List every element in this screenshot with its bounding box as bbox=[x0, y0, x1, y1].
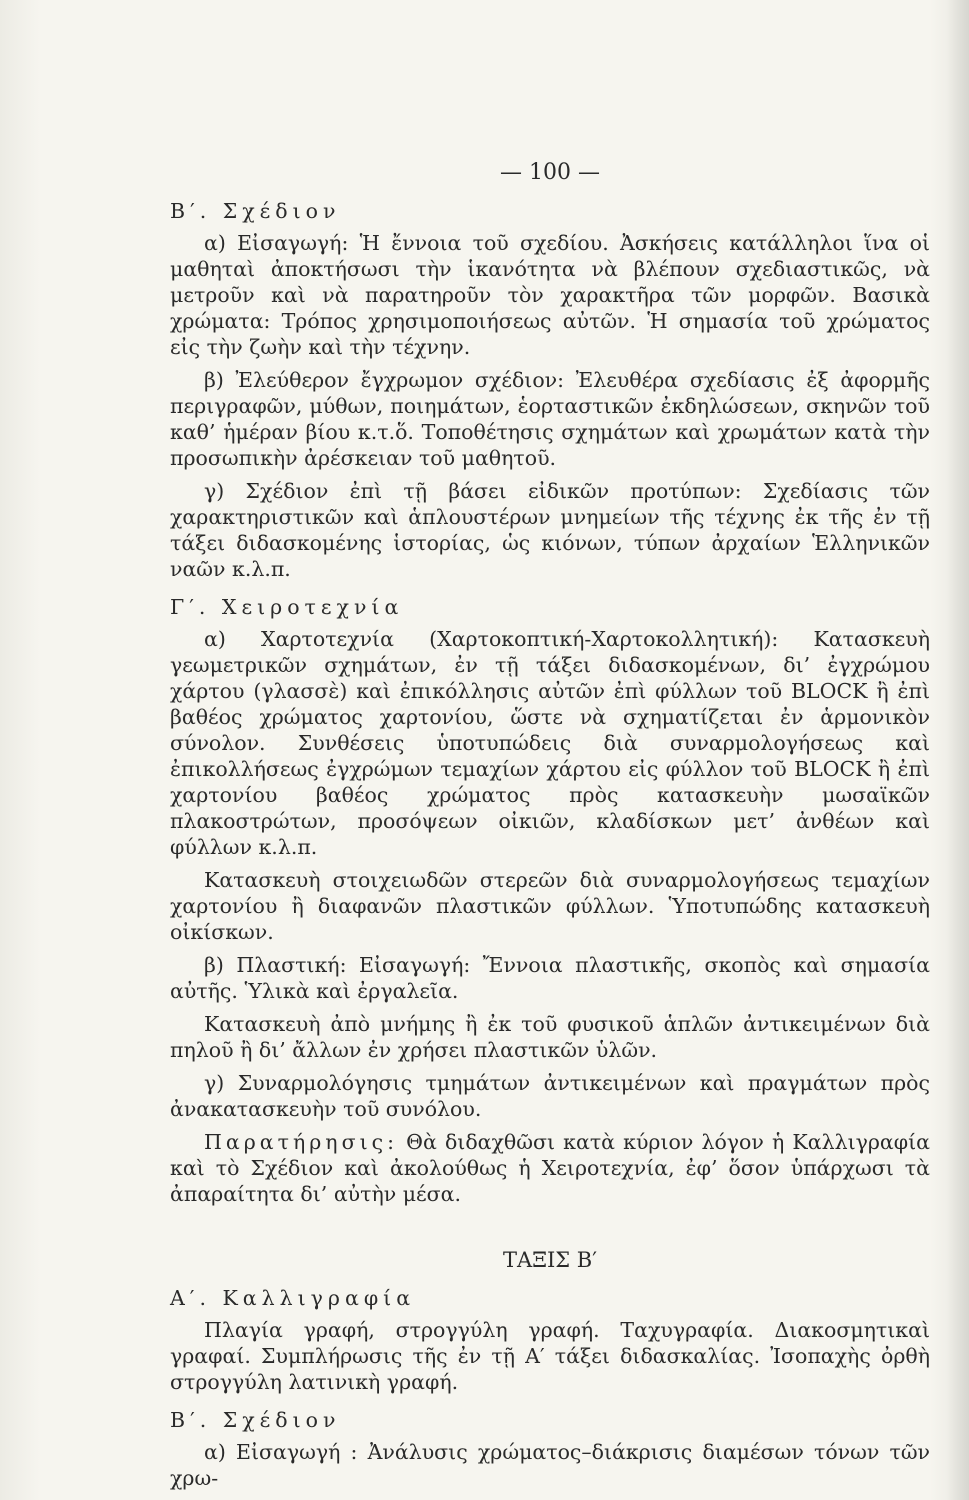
class-title: ΤΑΞΙΣ Β′ bbox=[503, 1248, 597, 1272]
paragraph-sxedion-b-a: α) Εἰσαγωγή : Ἀνάλυσις χρώματος–διάκρισις διαμέσων τόνων τῶν χρω- bbox=[170, 1440, 930, 1490]
paragraph-xeirotexnia-a: α) Χαρτοτεχνία (Χαρτοκοπτική-Χαρτοκολλητική): Κατασκευὴ γεωμετρικῶν σχημάτων, ἐν τῇ τάξει διδασκομένων, δι’ ἐγχρώμου χάρτου (γλασσὲ) καὶ ἐπικόλλησις αὐτῶν ἐπὶ φύλλων τοῦ BLOCK ἢ ἐπὶ βαθέος χρώματος χαρτονίου, ὥστε νὰ σχηματίζεται ἐν ἁρμονικὸν σύνολον. Συνθέσεις ὑποτυπώδεις διὰ συναρμολογήσεως καὶ ἐπικολλήσεως ἐγχρώμων τεμαχίων χάρτου εἰς φύλλον τοῦ BLOCK ἢ ἐπὶ χαρτονίου βαθέος χρώματος πρὸς κατασκευὴν μωσαϊκῶν πλακοστρώτων, προσόψεων οἰκιῶν, κλαδίσκων μετ’ ἀνθέων καὶ φύλλων κ.λ.π. bbox=[170, 627, 930, 859]
paragraph-sxedion-b: β) Ἐλεύθερον ἔγχρωμον σχέδιον: Ἐλευθέρα σχεδίασις ἐξ ἀφορμῆς περιγραφῶν, μύθων, ποιημάτων, ἑορταστικῶν ἐκδηλώσεων, σκηνῶν τοῦ καθ’ ἡμέραν βίου κ.τ.ὅ. Τοποθέτησις σχημάτων καὶ χρωμάτων κατὰ τὴν προσωπικὴν ἀρέσκειαν τοῦ μαθητοῦ. bbox=[170, 368, 930, 470]
paragraph-xeirotexnia-c: γ) Συναρμολόγησις τμημάτων ἀντικειμένων καὶ πραγμάτων πρὸς ἀνακατασκευὴν τοῦ συνόλου. bbox=[170, 1071, 930, 1121]
section-heading-xeirotexnia: Γ′. Χειροτεχνία bbox=[170, 595, 404, 619]
paragraph-xeirotexnia-b: β) Πλαστική: Εἰσαγωγή: Ἔννοια πλαστικῆς, σκοπὸς καὶ σημασία αὐτῆς. Ὑλικὰ καὶ ἐργαλεῖα. bbox=[170, 953, 930, 1003]
paragraph-kalligrafia: Πλαγία γραφή, στρογγύλη γραφή. Ταχυγραφία. Διακοσμητικαὶ γραφαί. Συμπλήρωσις τῆς ἐν τῇ Α′ τάξει διδασκαλίας. Ἰσοπαχὴς ὀρθὴ στρογγύλη λατινικὴ γραφή. bbox=[170, 1318, 930, 1394]
paragraph-xeirotexnia-a2: Κατασκευὴ στοιχειωδῶν στερεῶν διὰ συναρμολογήσεως τεμαχίων χαρτονίου ἢ διαφανῶν πλαστικῶν φύλλων. Ὑποτυπώδης κατασκευὴ οἰκίσκων. bbox=[170, 868, 930, 944]
section-heading-sxedion: Β′. Σχέδιον bbox=[170, 199, 341, 223]
note-label: Παρατήρησις: bbox=[204, 1130, 398, 1154]
page-number: — 100 — bbox=[500, 160, 600, 185]
section-heading-kalligrafia: Α′. Καλλιγραφία bbox=[170, 1286, 416, 1310]
paragraph-xeirotexnia-b2: Κατασκευὴ ἀπὸ μνήμης ἢ ἐκ τοῦ φυσικοῦ ἁπλῶν ἀντικειμένων διὰ πηλοῦ ἢ δι’ ἄλλων ἐν χρήσει πλαστικῶν ὑλῶν. bbox=[170, 1012, 930, 1062]
page-edge-shadow bbox=[947, 0, 969, 1500]
paragraph-sxedion-a: α) Εἰσαγωγή: Ἡ ἔννοια τοῦ σχεδίου. Ἀσκήσεις κατάλληλοι ἵνα οἱ μαθηταὶ ἀποκτήσωσι τὴν ἱκανότητα νὰ βλέπουν σχεδιαστικῶς, νὰ μετροῦν καὶ νὰ παρατηροῦν τὸν χαρακτῆρα τῶν μορφῶν. Βασικὰ χρώματα: Τρόπος χρησιμοποιήσεως αὐτῶν. Ἡ σημασία τοῦ χρώματος εἰς τὴν ζωὴν καὶ τὴν τέχνην. bbox=[170, 231, 930, 359]
note-text: Θὰ διδαχθῶσι κατὰ κύριον λόγον ἡ Καλλιγραφία καὶ τὸ Σχέδιον καὶ ἀκολούθως ἡ Χειροτεχνία, ἐφ’ ὅσον ὑπάρχωσι τὰ ἀπαραίτητα δι’ αὐτὴν μέσα. bbox=[170, 1130, 930, 1206]
page-content bbox=[170, 160, 930, 1498]
note-paragraph bbox=[170, 1129, 930, 1207]
paragraph-sxedion-c: γ) Σχέδιον ἐπὶ τῇ βάσει εἰδικῶν προτύπων: Σχεδίασις τῶν χαρακτηριστικῶν καὶ ἁπλουστέρων μνημείων τῆς τέχνης ἐκ τῆς ἐν τῇ τάξει διδασκομένης ἱστορίας, ὡς κιόνων, τύπων ἀρχαίων Ἑλληνικῶν ναῶν κ.λ.π. bbox=[170, 479, 930, 581]
section-heading-sxedion-b: Β′. Σχέδιον bbox=[170, 1408, 341, 1432]
